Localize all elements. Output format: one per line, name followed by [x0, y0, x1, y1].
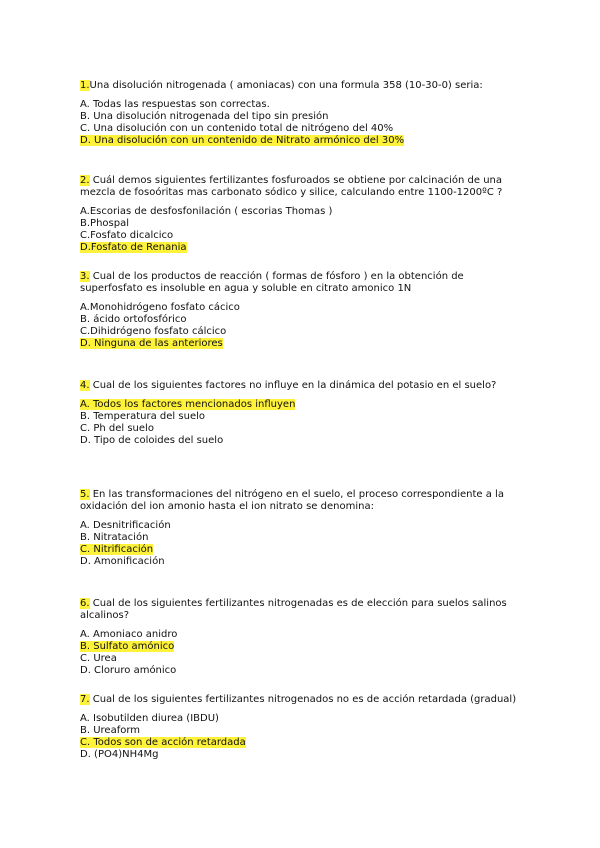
option-d: D. Amonificación [80, 556, 165, 567]
question-1 [80, 80, 520, 147]
option-b: B.Phospal [80, 218, 129, 229]
question-text: oxidación del ion amonio hasta el ion nitrato se denomina: [80, 501, 374, 512]
question-number: 7. [80, 694, 90, 705]
option-d: D. Tipo de coloides del suelo [80, 435, 224, 446]
option-c: C. Una disolución con un contenido total de nitrógeno del 40% [80, 123, 394, 134]
option-d: D. (PO4)NH4Mg [80, 749, 159, 760]
option-b: B. Una disolución nitrogenada del tipo sin presión [80, 111, 329, 122]
question-3 [80, 271, 520, 350]
option-a: A. Isobutilden diurea (IBDU) [80, 713, 219, 724]
option-d: D. Una disolución con un contenido de Nitrato armónico del 30% [80, 135, 405, 146]
question-text: 6. Cual de los siguientes fertilizantes nitrogenadas es de elección para suelos salinos [80, 598, 507, 609]
question-text: alcalinos? [80, 610, 130, 621]
option-c: C. Todos son de acción retardada [80, 737, 246, 748]
option-d: D. Ninguna de las anteriores [80, 338, 223, 349]
question-text: 2. Cuál demos siguientes fertilizantes fosfuroados se obtiene por calcinación de una [80, 175, 503, 186]
question-number: 2. [80, 175, 90, 186]
question-5 [80, 489, 520, 568]
option-a: A.Escorias de desfosfonilación ( escorias Thomas ) [80, 206, 333, 217]
option-c: C.Dihidrógeno fosfato cálcico [80, 326, 227, 337]
option-a: A. Desnitrificación [80, 520, 171, 531]
option-a: A. Todas las respuestas son correctas. [80, 99, 270, 110]
question-text: 4. Cual de los siguientes factores no influye en la dinámica del potasio en el suelo? [80, 380, 497, 391]
option-b: B. Sulfato amónico [80, 641, 175, 652]
question-text: 7. Cual de los siguientes fertilizantes nitrogenados no es de acción retardada (gradual) [80, 694, 517, 705]
option-c: C.Fosfato dicalcico [80, 230, 174, 241]
question-number: 6. [80, 598, 90, 609]
option-b: B. Temperatura del suelo [80, 411, 205, 422]
option-b: B. Ureaform [80, 725, 141, 736]
question-2 [80, 175, 520, 254]
option-a: A. Todos los factores mencionados influyen [80, 399, 296, 410]
question-number: 1. [80, 80, 90, 91]
question-text: superfosfato es insoluble en agua y soluble en citrato amonico 1N [80, 283, 412, 294]
question-number: 5. [80, 489, 90, 500]
option-c: C. Nitrificación [80, 544, 154, 555]
option-d: D.Fosfato de Renania [80, 242, 187, 253]
question-4 [80, 380, 520, 447]
option-c: C. Ph del suelo [80, 423, 154, 434]
option-b: B. ácido ortofosfórico [80, 314, 187, 325]
question-text: 3. Cual de los productos de reacción ( formas de fósforo ) en la obtención de [80, 271, 464, 282]
question-text: mezcla de fosoóritas mas carbonato sódico y silice, calculando entre 1100-1200ºC ? [80, 187, 503, 198]
question-text: 1.Una disolución nitrogenada ( amoniacas) con una formula 358 (10-30-0) seria: [80, 80, 483, 91]
option-b: B. Nitratación [80, 532, 149, 543]
question-number: 4. [80, 380, 90, 391]
option-c: C. Urea [80, 653, 117, 664]
option-a: A. Amoniaco anidro [80, 629, 178, 640]
question-number: 3. [80, 271, 90, 282]
option-a: A.Monohidrógeno fosfato cácico [80, 302, 240, 313]
question-text: 5. En las transformaciones del nitrógeno en el suelo, el proceso correspondiente a la [80, 489, 504, 500]
question-6 [80, 598, 520, 677]
question-7 [80, 694, 520, 761]
option-d: D. Cloruro amónico [80, 665, 177, 676]
